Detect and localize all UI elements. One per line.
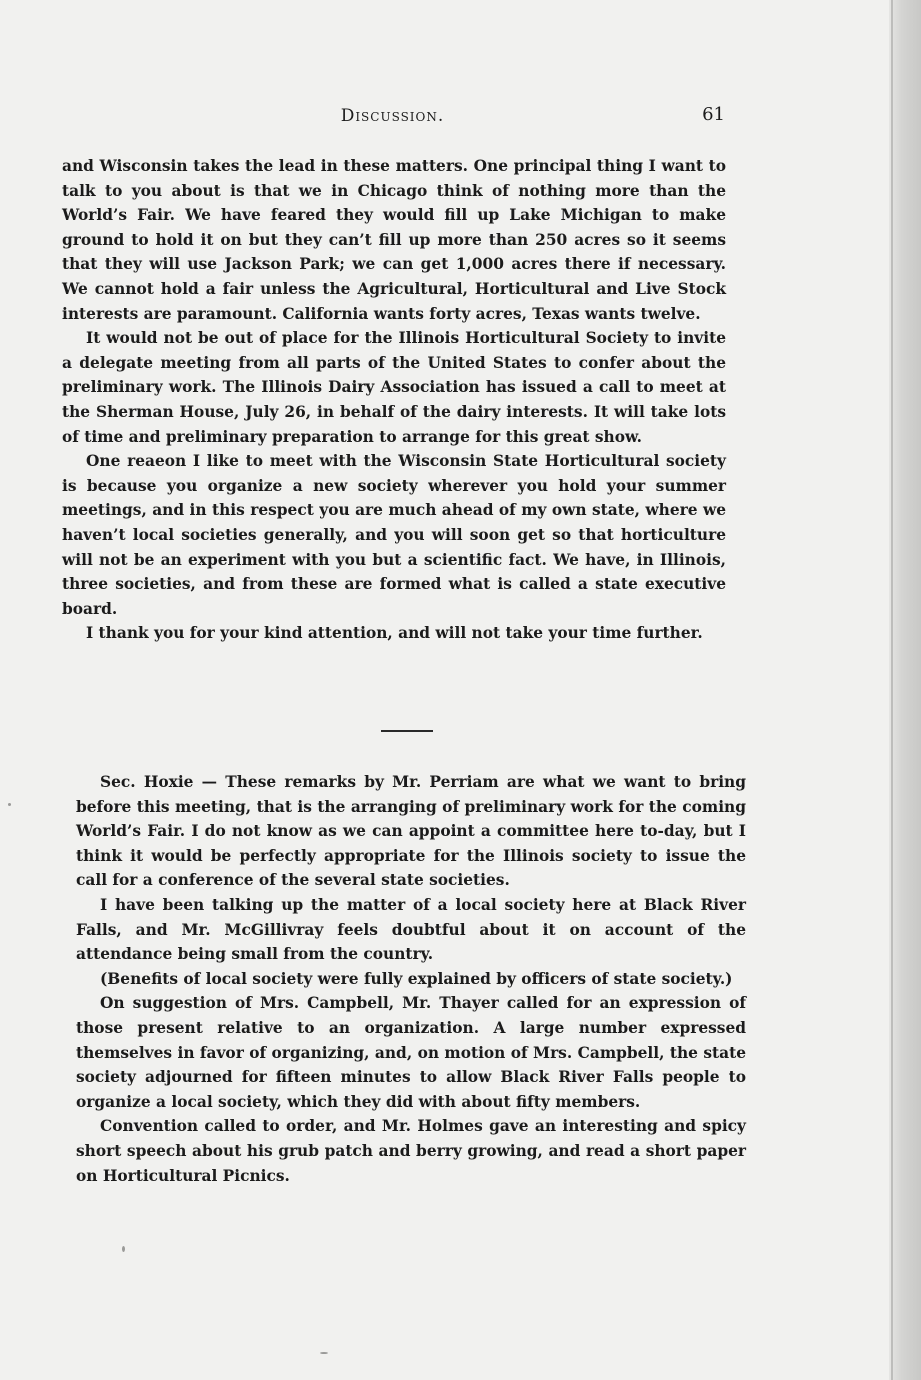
page-number: 61 (702, 104, 725, 125)
paragraph: I thank you for your kind attention, and will not take your time further. (86, 624, 703, 643)
paragraph: Convention called to order, and Mr. Holmes gave an interesting and spicy short speech about his grub patch and berry growing, and read a short paper on Horticultural Picnics. (76, 1117, 746, 1185)
running-title: Discussion. (340, 106, 445, 126)
paragraph: One reaeon I like to meet with the Wisconsin State Horticultural society is because you organize a new society wherever you hold your summer meetings, and in this respect you are much ahead of my own state, where we haven’t local societies generally, and you will soon get so that horticulture will not be an experiment with you but a scientific fact. We have, in Illinois, three societies, and from these are formed what is called a state executive board. (62, 452, 726, 618)
paragraph: (Benefits of local society were fully explained by officers of state society.) (100, 969, 733, 988)
paper-speck (8, 803, 11, 806)
top-text-section (62, 154, 726, 646)
section-divider (381, 730, 433, 732)
page-edge-line (891, 0, 893, 1380)
paper-speck (320, 1352, 328, 1354)
paragraph: On suggestion of Mrs. Campbell, Mr. Thayer called for an expression of those present relative to an organization. A large number expressed themselves in favor of organizing, and, on motion of Mrs. Campbell, the state society adjourned for fifteen minutes to allow Black River Falls people to organize a local society, which they did with about fifty members. (76, 994, 746, 1111)
paragraph: It would not be out of place for the Illinois Horticultural Society to invite a delegate meeting from all parts of the United States to confer about the preliminary work. The Illinois Dairy Association has issued a call to meet at the Sherman House, July 26, in behalf of the dairy interests. It will take lots of time and preliminary preparation to arrange for this great show. (62, 329, 726, 446)
page-header (60, 106, 725, 132)
paragraph: and Wisconsin takes the lead in these matters. One principal thing I want to talk to you about is that we in Chicago think of nothing more than the World’s Fair. We have feared they would fill up Lake Michigan to make ground to hold it on but they can’t fill up more than 250 acres so it seems that they will use Jackson Park; we can get 1,000 acres there if necessary. We cannot hold a fair unless the Agricultural, Horticultural and Live Stock interests are paramount. California wants forty acres, Texas wants twelve. (62, 157, 726, 323)
paragraph: Sec. Hoxie — These remarks by Mr. Perriam are what we want to bring before this meeting, that is the arranging of preliminary work for the coming World’s Fair. I do not know as we can appoint a committee here to-day, but I think it would be perfectly appropriate for the Illinois society to issue the call for a conference of the several state societies. (76, 773, 746, 890)
paper-speck (122, 1246, 125, 1252)
page-edge-shadow (889, 0, 921, 1380)
bottom-text-section (76, 770, 746, 1188)
paragraph: I have been talking up the matter of a local society here at Black River Falls, and Mr. McGillivray feels doubtful about it on account of the attendance being small from the country. (76, 895, 746, 964)
